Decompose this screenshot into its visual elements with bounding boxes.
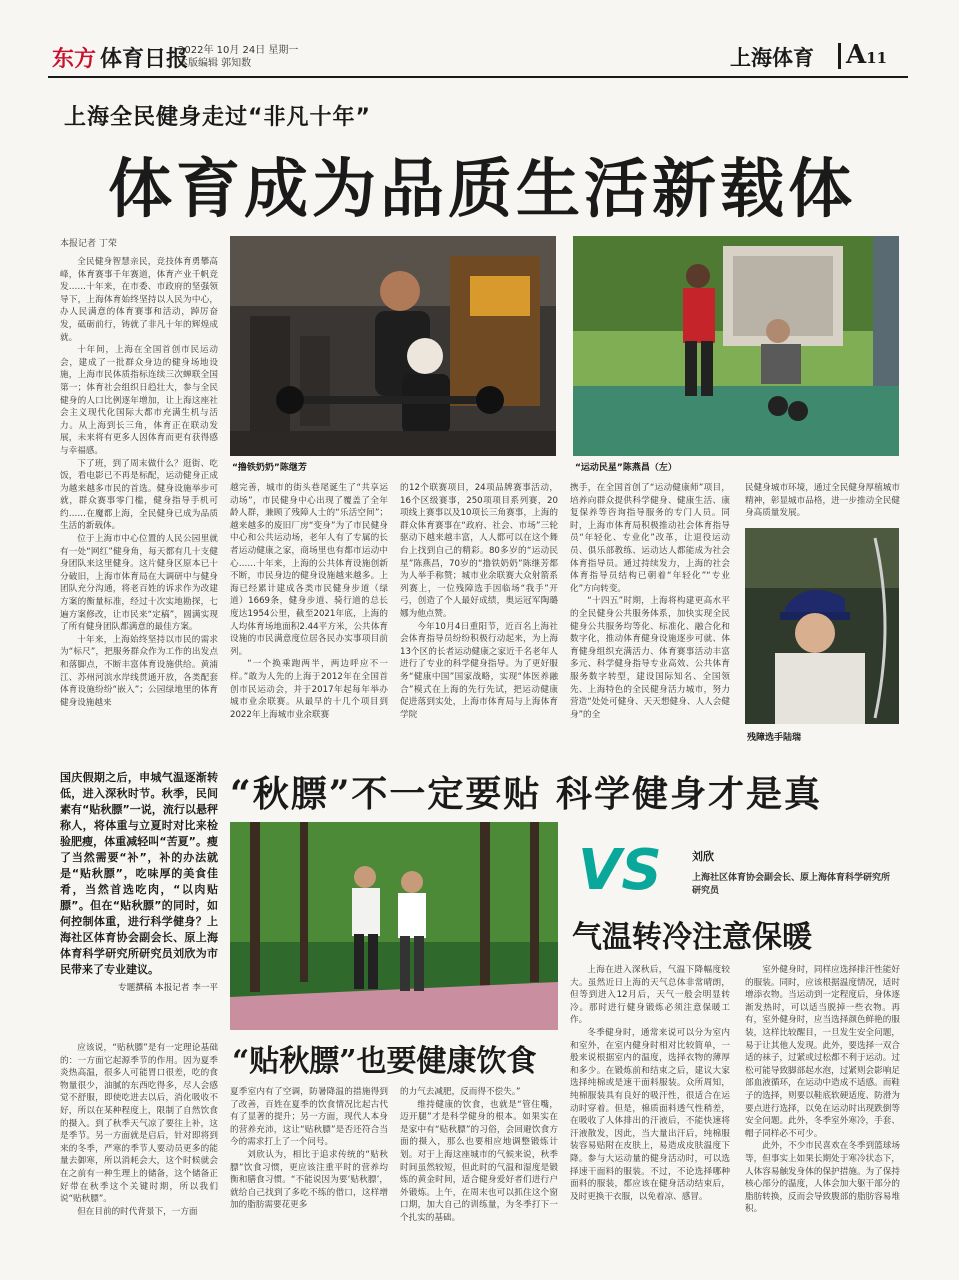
logo-east: 东方 [52, 47, 97, 72]
paragraph: 位于上海市中心位置的人民公园里就有一处“网红”健身角，每天都有几十支健身团队来这里健身。这片健身区原本已十分破旧，上海市体育局在大调研中与健身团队充分沟通，将老百姓的诉求作为改建方案的衡量标准，经过十次实地勘探，七遍方案修改，让市民来“定稿”，圆满实现了所有健身团队都满意的最佳方案。 [60, 534, 218, 633]
paragraph: 此外，不少市民喜欢在冬季到篮球场等，但事实上如果长期处于寒冷状态下，人体容易触发身体的保护措施。为了保持核心部分的温度，人体会加大躯干部分的脂肪转换，反而会导致腹部的脂肪容易堆积。 [745, 1141, 900, 1215]
article-column-3 [400, 482, 558, 744]
paragraph: 的力气去减肥，反而得不偿失。” [400, 1087, 521, 1097]
article2-column-1 [60, 1042, 218, 1242]
section-divider [838, 43, 841, 69]
outdoor-photo-illustration [573, 236, 899, 456]
paragraph: 十年来，上海始终坚持以市民的需求为“标尺”，把服务群众作为工作的出发点和落脚点，不断丰富体育设施供给。黄浦江、苏州河滨水岸线贯通开放，各类配套体育设施纷纷“嵌入”；公园绿地里的体育健身设施越来 [60, 634, 218, 708]
article-byline: 本报记者 丁荣 [60, 239, 117, 249]
article2-headline: “秋膘”不一定要贴 科学健身才是真 [230, 773, 822, 815]
jogging-photo-illustration [230, 822, 558, 1030]
newspaper-logo [52, 42, 188, 73]
page-number [846, 40, 887, 70]
section-title: 上海体育 [730, 46, 814, 70]
page-letter: A [846, 40, 867, 70]
issue-date: 2022年 10月 24日 星期一 [178, 45, 299, 56]
article-column-2 [230, 482, 388, 744]
page-digits: 11 [866, 49, 888, 67]
header-rule [48, 76, 908, 78]
photo-weightlifting-grandma [230, 236, 556, 456]
paragraph: 维持健康的饮食，也就是“管住嘴，迈开腿”才是科学健身的根本。如果实在是家中有“贴秋膘”的习俗，会回避饮食方面的摄入，那么也要相应地调整锻炼计划。对于上海这座城市的气候来说，秋季时间虽然较短，但此时的气温和湿度是锻炼的黄金时间，适合健身爱好者们进行户外锻炼。上午，在周末也可以抓住这个窗口期，加大自己的训练量，为冬季打下一个扎实的基础。 [400, 1099, 558, 1223]
paragraph: 室外健身时，同样应选择排汗性能好的服装。同时，应该根据温度情况，适时增添衣物。当运动到一定程度后，身体逐渐发热时，可以适当脱掉一些衣物。再有，室外健身时，应当选择颜色鲜艳的服装，这样比较醒目，一旦发生安全问题，易于让其他人发现。此外，要选择一双合适的袜子，过紧或过松都不利于运动。过松可能导致脚部起水泡，过紧则会影响足部血液循环，在运动中造成不适感。而鞋子的选择，则要以鞋底软硬适度、防滑为要点进行选择，以免在运动时出现跌倒等安全问题。此外，冬季室外寒冷，手套、帽子同样必不可少。 [745, 965, 900, 1139]
paragraph: 冬季健身时，通常来说可以分为室内和室外，在室内健身时相对比较简单，一般来说根据室内的温度，选择衣物的薄厚和多少。在锻炼前和结束之后，建议大家选择纯棉或是速干面料服装。众所周知，纯棉服装具有良好的吸汗性，很适合在运动时穿着。但是，棉质面料透气性稍差，在吸收了人体排出的汗液后，不能快速将汗液散发，因此，当大量出汗后，纯棉服装容易贴附在皮肤上，易造成皮肤温度下降。参与大运动量的健身活动时，可以选择速干面料的服装。不过，不论选择哪种面料的服装，都应该在健身活动结束后，及时更换干衣服，以免着凉、感冒。 [570, 1027, 730, 1202]
paragraph: 夏季室内有了空调，防暑降温的措施得到了改善，百姓在夏季的饮食情况比起古代有了显著的提升；另一方面，现代人本身的营养充沛，这让“贴秋膘”是否还符合当今的需求打上了一个问号。 [230, 1087, 388, 1148]
archer-photo-illustration [745, 528, 899, 724]
expert-name: 刘欣 [692, 850, 714, 863]
lead-text: 国庆假期之后，申城气温逐渐转低，进入深秋时节。秋季，民间素有“贴秋膘”一说，流行以悬秤称人，将体重与立夏时对比来检验肥瘦，体重减轻叫“苦夏”。瘦了当然需要“补”，补的办法就是“贴秋膘”，吃味厚的美食佳肴，当然首选吃肉，“以肉贴膘”。但在“贴秋膘”的同时，如何控制体重，进行科学健身？上海社区体育协会副会长、原上海体育科学研究所研究员刘欣为市民带来了专业建议。 [60, 771, 218, 976]
paragraph: 的12个联赛项目，24项品牌赛事活动，16个区级赛事，250项项目系列赛，20项线上赛事以及10项长三角赛事，上海的群众体育赛事在“政府、社会、市场”三轮驱动下越来越丰富，人人都可以在这个舞台上找到自己的精彩。80多岁的“运动民星”陈燕昌，70岁的“撸铁奶奶”陈继芳都为人举手称赞；城市业余联赛大众射箭系列赛上，一位残障选手因临场“我手”开弓，创造了个人最好成绩，奥运冠军陶璐娜为他点赞。 [400, 483, 558, 619]
paragraph: 但在目前的时代背景下，一方面 [77, 1206, 198, 1217]
article2-column-5 [745, 964, 900, 1242]
logo-paper-name: 体育日报 [100, 47, 189, 72]
paragraph: 应该说，“贴秋膘”是有一定理论基础的：一方面它起源季节的作用。因为夏季炎热高温，很多人可能胃口很差，吃的食物量很少，油腻的东西吃得多，尽人会感觉不舒服，即使吃进去以后，消化吸收不好，所以在某种程度上，限制了自然饮食的摄入。到了秋季天气凉了要往上补，这是季节。另一方面就是启后，针对即将到来的冬季，严寒的季节人要动员更多的能量去御寒，所以消耗会大，这个时候就会在之前有一种生理上的储备，这个储备正好带在秋季这个关键时期，所以我们说“贴秋膘”。 [60, 1043, 218, 1205]
paragraph: 刘欣认为，相比于追求传统的“贴秋膘”饮食习惯，更应该注重平时的营养均衡和膳食习惯。“不能说因为要‘贴秋膘’，就给自己找到了多吃不练的借口，这样增加的脂肪需要花更多 [230, 1149, 388, 1211]
paragraph: 十年间，上海在全国首创市民运动会，建成了一批群众身边的健身场地设施，上海市民体质指标连续三次蝉联全国第一；体育社会组织日趋壮大，参与全民健身的人口比例逐年增加，让上海这座社会主义现代化国际大都市充满生机与活力。从上海到长三角，体育正在联动发展，未来将有更多人因体育而更有获得感与幸福感。 [60, 345, 218, 456]
paragraph: 越完善，城市的街头巷尾诞生了“共享运动场”，市民健身中心出现了覆盖了全年龄人群，兼顾了残障人士的“乐活空间”；越来越多的废旧厂房“变身”为了市民健身中心和公共运动场，老年人有了专属的长者运动健康之家，商场里也有都市运动中心……十年来，上海的公共体育设施创新不断，市民身边的健身设施越来越多。上海已经累计建成各类市民健身步道（绿道）1669条，健身步道、骑行道的总长度达1954公里，截至2021年底，上海的人均体育场地面积2.44平方米，公共体育设施的市民满意度位居各民办实事项目前列。 [230, 483, 388, 657]
paragraph: 民健身城市环境，通过全民健身厚植城市精神，彰显城市品格，进一步推动全民健身高质量发展。 [745, 483, 900, 519]
photo-caption: 残障选手陆瑞 [747, 733, 802, 743]
paragraph: 今年10月4日重阳节，近百名上海社会体育指导员纷纷积极行动起来，为上海13个区的长者运动健康之家近千名老年人进行了专业的科学健身指导。为了更好服务“健康中国”国家战略，实现“体医养融合”模式在上海的先行先试，把运动健康促进落到实处，上海市体育局与上海体育学院 [400, 621, 558, 720]
photo-caption: “撸铁奶奶”陈继芳 [232, 463, 307, 473]
subhead-healthy-diet: “贴秋膘”也要健康饮食 [232, 1044, 537, 1079]
paragraph: “十四五”时期，上海将构建更高水平的全民健身公共服务体系，加快实现全民健身公共服务均等化、标准化、融合化和数字化，推动体育健身设施逐步可就、体育健身组织充满活力、体育赛事活动丰富多元、科学健身指导专业高效、公共体育服务数字转型，建设国际知名、全国领先、上海特色的全民健身活力城市，努力营造“处处可健身、天天想健身、人人会健身”的全 [570, 596, 730, 720]
paragraph: 下了班，到了周末做什么？逛街、吃饭，看电影已不再是标配，运动健身正成为越来越多市民的首选。健身设施举步可就，群众赛事零门槛，健身指导手机可约……在魔都上海，全民健身已成为品质生活的新载体。 [60, 458, 218, 532]
article-column-5 [745, 482, 900, 520]
vs-logo: VS [578, 838, 662, 903]
paragraph: 全民健身智慧亲民，竞技体育勇攀高峰，体育赛事千年赛道，体育产业千帆竞发……十年来，在市委、市政府的坚强领导下，上海体育始终坚持以人民为中心，办人民满意的体育赛事和活动，踔厉奋发，砥砺前行，铸就了非凡十年的辉煌成就。 [60, 257, 218, 343]
expert-title: 上海社区体育协会副会长、原上海体育科学研究所研究员 [692, 873, 891, 896]
paragraph: 携手，在全国首创了“运动健康师”项目，培养向群众提供科学健身、健康生活、康复保养等咨询指导服务的专门人员。同时，上海市体育局积极推动社会体育指导员“年轻化、专业化”改革，让退役运动员、俱乐部教练、运动达人都能成为社会体育指导员。通过持续发力，上海的社会体育指导员结构已朝着“年轻化”“专业化”方向转变。 [570, 483, 730, 594]
article2-lead [60, 770, 218, 996]
article-column-1 [60, 256, 218, 744]
photo-sports-star [573, 236, 899, 456]
article2-column-4 [570, 964, 730, 1242]
paragraph: “一个换乘跑两半，两边呼应不一样。”敢为人先的上海于2012年在全国首创市民运动会，并于2017年起每年举办城市业余联赛。从最早的十几个项目到2022年上海城市业余联赛 [230, 659, 388, 720]
article2-credit: 专题撰稿 本报记者 李一平 [118, 983, 218, 993]
article-column-4 [570, 482, 730, 744]
photo-caption: “运动民星”陈燕昌（左） [575, 463, 677, 473]
subhead-keep-warm: 气温转冷注意保暖 [572, 920, 812, 955]
article2-column-2 [230, 1086, 388, 1242]
article-headline: 体育成为品质生活新载体 [108, 152, 856, 227]
paragraph: 上海在进入深秋后，气温下降幅度较大。虽然近日上海的天气总体非常晴朗，但等到进入12月后，天气一般会明显转冷。那时进行健身锻炼必须注意保暖工作。 [570, 965, 730, 1026]
page-editor: 本版编辑 郭知数 [178, 58, 252, 69]
photo-archer [745, 528, 899, 724]
article-kicker: 上海全民健身走过“非凡十年” [64, 105, 371, 130]
gym-photo-illustration [230, 236, 556, 456]
photo-jogging [230, 822, 558, 1030]
issue-info [178, 44, 298, 70]
article2-column-3 [400, 1086, 558, 1242]
